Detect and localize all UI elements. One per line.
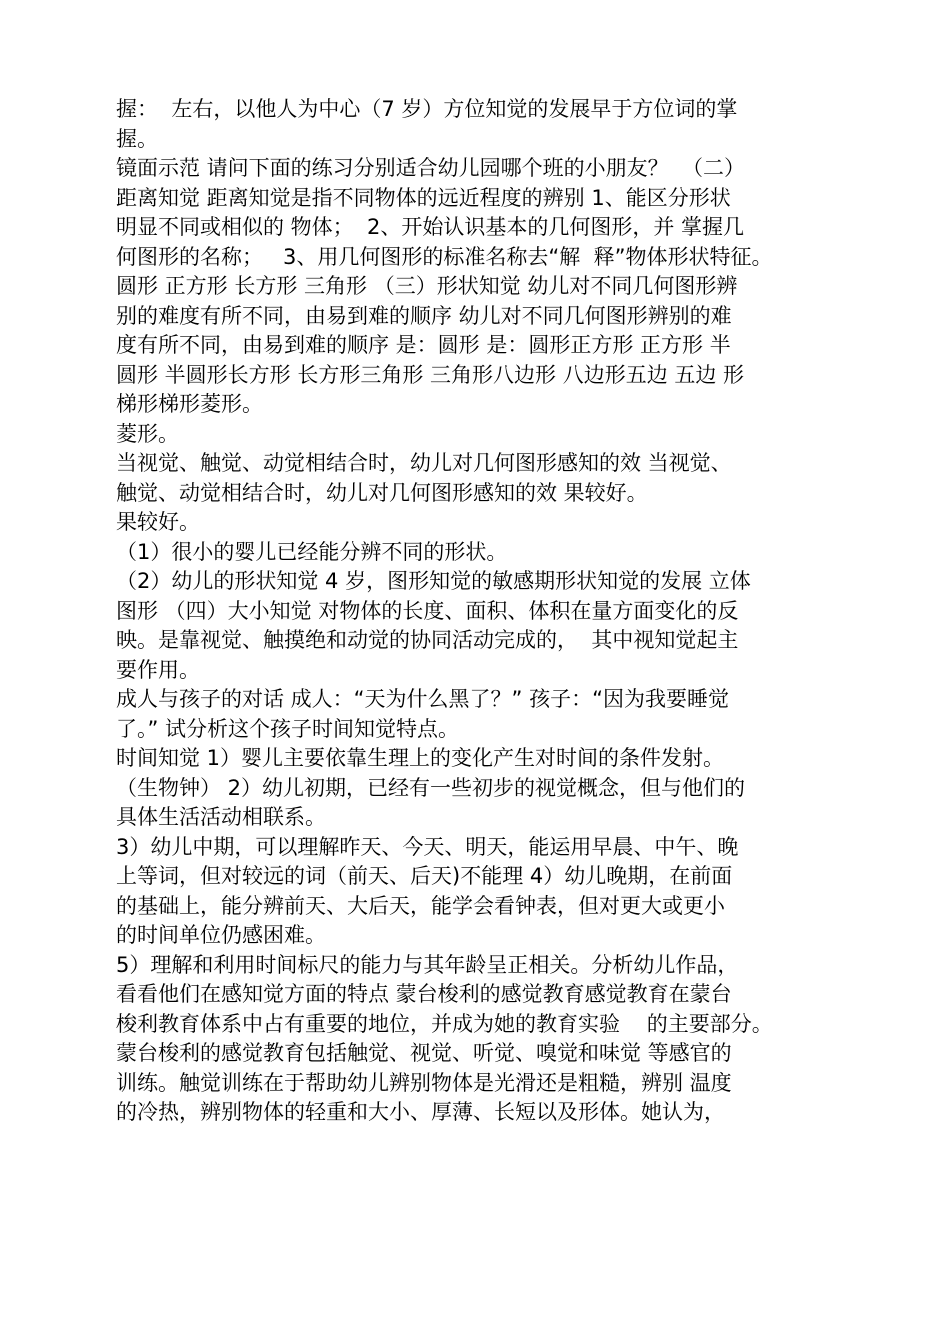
text-line: 圆形 正方形 长方形 三角形 （三）形状知觉 幼儿对不同几何图形辨 [116, 274, 738, 298]
text-line: （生物钟） 2）幼儿初期，已经有一些初步的视觉概念，但与他们的 [116, 775, 746, 800]
text-line: （1）很小的婴儿已经能分辨不同的形状。 [116, 539, 508, 564]
text-line: 看看他们在感知觉方面的特点 蒙台梭利的感觉教育感觉教育在蒙台 [116, 982, 732, 1006]
text-line: 度有所不同，由易到难的顺序 是：圆形 是：圆形正方形 正方形 半 [116, 333, 731, 357]
text-line: 梯形梯形菱形。 [116, 392, 263, 416]
text-line: 距离知觉 距离知觉是指不同物体的远近程度的辨别 1、能区分形状 [116, 185, 731, 210]
text-line: 的冷热，辨别物体的轻重和大小、厚薄、长短以及形体。她认为， [116, 1100, 725, 1124]
text-line: 菱形。 [116, 421, 179, 446]
text-line: 的基础上，能分辨前天、大后天，能学会看钟表，但对更大或更小 [116, 893, 725, 918]
text-line: 梭利教育体系中占有重要的地位，并成为她的教育实验 的主要部分。 [116, 1011, 773, 1036]
text-line: 映。是靠视觉、触摸绝和动觉的协同活动完成的， 其中视知觉起主 [116, 628, 739, 652]
text-line: 上等词，但对较远的词（前天、后天)不能理 4）幼儿晚期，在前面 [116, 864, 733, 888]
text-line: 了。” 试分析这个孩子时间知觉特点。 [116, 716, 460, 741]
text-line: 成人与孩子的对话 成人：“天为什么黑了？” 孩子：“因为我要睡觉 [116, 687, 729, 711]
text-line: 图形 （四）大小知觉 对物体的长度、面积、体积在量方面变化的反 [116, 598, 739, 623]
text-line: 握。 [116, 126, 158, 151]
text-line: 何图形的名称； 3、用几何图形的标准名称去“解 释”物体形状特征。 [116, 244, 773, 269]
document-body [116, 95, 876, 1128]
text-line: （2）幼儿的形状知觉 4 岁，图形知觉的敏感期形状知觉的发展 立体 [116, 569, 751, 593]
text-line: 别的难度有所不同，由易到难的顺序 幼儿对不同几何图形辨别的难 [116, 303, 732, 328]
text-line: 训练。触觉训练在于帮助幼儿辨别物体是光滑还是粗糙，辨别 温度 [116, 1070, 732, 1095]
text-line: 具体生活活动相联系。 [116, 805, 326, 829]
text-line: 3）幼儿中期，可以理解昨天、今天、明天，能运用早晨、中午、晚 [116, 834, 739, 859]
text-line: 要作用。 [116, 657, 200, 682]
text-line: 触觉、动觉相结合时，幼儿对几何图形感知的效 果较好。 [116, 480, 648, 505]
text-line: 5）理解和利用时间标尺的能力与其年龄呈正相关。分析幼儿作品， [116, 952, 739, 977]
text-line: 当视觉、触觉、动觉相结合时，幼儿对几何图形感知的效 当视觉、 [116, 451, 732, 475]
text-line: 蒙台梭利的感觉教育包括触觉、视觉、听觉、嗅觉和味觉 等感官的 [116, 1041, 732, 1065]
text-line: 果较好。 [116, 510, 200, 534]
text-line: 时间知觉 1）婴儿主要依靠生理上的变化产生对时间的条件发射。 [116, 746, 725, 770]
text-line: 明显不同或相似的 物体； 2、开始认识基本的几何图形，并 掌握几 [116, 215, 745, 239]
text-line: 的时间单位仍感困难。 [116, 923, 326, 947]
text-line: 镜面示范 请问下面的练习分别适合幼儿园哪个班的小朋友？ （二） [116, 156, 746, 180]
text-line: 握： 左右，以他人为中心（7 岁）方位知觉的发展早于方位词的掌 [116, 97, 738, 121]
text-line: 圆形 半圆形长方形 长方形三角形 三角形八边形 八边形五边 五边 形 [116, 362, 745, 387]
